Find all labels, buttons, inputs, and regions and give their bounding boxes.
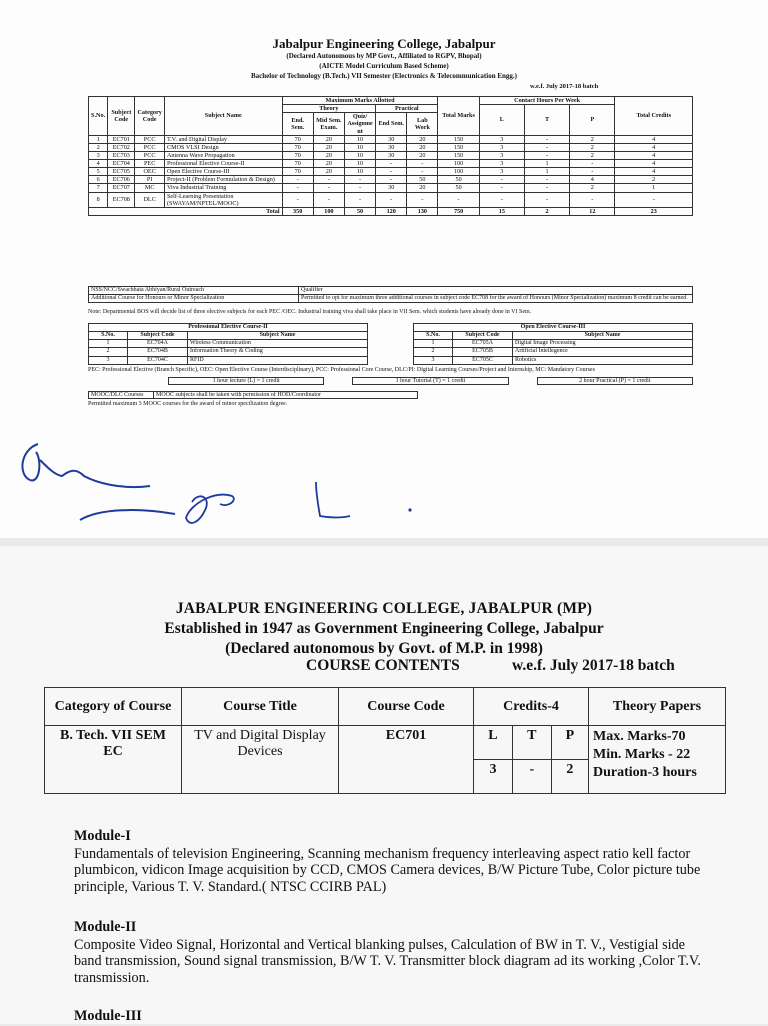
mooc-value: MOOC subjects shall be taken with permission of HOD/Coordinator [154,391,418,398]
pec-th-name: Subject Name [188,331,368,339]
min-marks: Min. Marks - 22 [593,747,691,762]
scheme-cell: OEC [135,168,165,176]
scheme-cell: 3 [479,143,524,151]
pec-cell: 2 [89,348,128,356]
theory-paper-details [589,726,726,794]
scheme-cell: 3 [479,135,524,143]
scheme-cell: Viva Industrial Training [164,184,282,192]
scheme-cell: - [376,176,407,184]
elective-tables [88,323,693,365]
th-l: L [479,105,524,136]
scheme-cell: 100 [438,168,479,176]
scheme-cell: 20 [407,184,438,192]
scheme-cell: 20 [407,135,438,143]
scheme-cell: CMOS VLSI Design [164,143,282,151]
total-label: Total [89,207,283,215]
pec-th-sno: S.No. [89,331,128,339]
scheme-cell: - [282,192,313,207]
scheme-cell: EC708 [108,192,135,207]
scheme-row [89,176,693,184]
scheme-cell: - [524,135,569,143]
oec-cell: EC705A [453,340,513,348]
page2-title: JABALPUR ENGINEERING COLLEGE, JABALPUR (MP) [175,600,593,617]
th-quiz: Quiz/ Assignme nt [344,113,375,135]
scheme-cell: 6 [89,176,108,184]
scheme-cell: 70 [282,135,313,143]
module-1-text: Fundamentals of television Engineering, Scanning mechanism frequency interleaving aspect ratio kell factor plumbicon, vidicon Image acquisition by CCD, CMOS Camera devices, B/W Picture Tube, Color picture tube principle, Various T. V. Standard.( NTSC CCIRB PAL) [74,845,701,895]
scheme-cell: 4 [615,135,693,143]
scheme-cell: PI [135,176,165,184]
scheme-cell: - [376,160,407,168]
scheme-total-row [89,207,693,215]
scheme-cell: - [407,192,438,207]
ltp-value-p: 2 [551,760,588,794]
scheme-cell: 3 [479,151,524,159]
module-1 [74,828,714,895]
scheme-cell: - [407,160,438,168]
scheme-cell: 4 [615,168,693,176]
signature-2 [80,510,175,520]
scheme-cell: - [479,176,524,184]
scheme-cell: - [313,176,344,184]
oec-cell: EC705C [453,356,513,364]
scheme-cell: 1 [615,184,693,192]
module-3 [74,1008,714,1026]
scheme-cell: - [524,176,569,184]
course-info-table [44,687,726,794]
wef-label: w.e.f. July 2017-18 batch [530,83,599,90]
total-cell: 100 [313,207,344,215]
th-theory: Theory [282,105,376,113]
signature-4 [316,482,350,518]
scheme-cell: - [524,192,569,207]
honours-label: Additional Course for Honours or Minor Specialization [89,294,299,302]
oec-title: Open Elective Course-III [414,323,693,331]
course-contents-label: COURSE CONTENTS [306,657,460,674]
oec-cell: 1 [414,340,453,348]
th-sno: S.No. [89,97,108,136]
scheme-cell: - [524,151,569,159]
scheme-cell: Antenna Wave Propagation [164,151,282,159]
total-cell: 750 [438,207,479,215]
ltp-value-t: - [512,760,551,794]
scheme-cell: 10 [344,135,375,143]
scheme-cell: 4 [615,143,693,151]
max-marks: Max. Marks-70 [593,729,686,744]
module-2-title: Module-II [74,919,137,935]
scheme-cell: 150 [438,151,479,159]
total-cell: 120 [376,207,407,215]
scheme-cell: 2 [615,176,693,184]
scheme-cell: EC701 [108,135,135,143]
th-theory-papers: Theory Papers [589,688,726,726]
scheme-cell: 4 [615,151,693,159]
scheme-cell: EC707 [108,184,135,192]
scheme-cell: - [479,192,524,207]
th-total-credits: Total Credits [615,97,693,136]
extra-rows-table [88,286,693,303]
scheme-cell: PCC [135,151,165,159]
scheme-cell: 10 [344,168,375,176]
module-2-text: Composite Video Signal, Horizontal and Vertical blanking pulses, Calculation of BW in T. V., Vestigial side band transmission, Sound signal transmission, B/W T. V. Transmitter block diagram ad its working ,Color T.V. transmission. [74,936,701,986]
th-course-title: Course Title [182,688,339,726]
scheme-cell: EC706 [108,176,135,184]
ltp-label-t: T [512,726,551,760]
scheme-cell: T.V. and Digital Display [164,135,282,143]
scheme-cell: 20 [313,151,344,159]
th-mid-sem: Mid Sem. Exam. [313,113,344,135]
scheme-row [89,184,693,192]
oec-th-name: Subject Name [513,331,693,339]
scheme-cell: EC704 [108,160,135,168]
affiliation-line: (Declared Autonomous by MP Govt., Affiliated to RGPV, Bhopal) [286,52,482,60]
th-end-sem: End. Sem. [282,113,313,135]
oec-cell: Robotics [513,356,693,364]
scheme-cell: - [376,168,407,176]
scheme-cell: 70 [282,168,313,176]
page2-autonomous: (Declared autonomous by Govt. of M.P. in 1998) [225,640,543,657]
course-category: B. Tech. VII SEM EC [45,726,182,794]
oec-row [414,340,693,348]
scheme-cell: 20 [313,168,344,176]
below-table-area [88,286,693,407]
scheme-row [89,192,693,207]
scheme-cell: - [313,184,344,192]
signature-1 [22,444,150,487]
scheme-cell: 5 [89,168,108,176]
honours-value: Permitted to opt for maximum three additional courses in subject code EC708 for the award of Honours (Minor Specialization) maximum 8 credit can be earned. [299,294,693,302]
scheme-cell: 1 [524,168,569,176]
scheme-cell: 150 [438,143,479,151]
page2-wef: w.e.f. July 2017-18 batch [512,657,675,674]
program-line: Bachelor of Technology (B.Tech.) VII Semester (Electronics & Telecommunication Engg.) [251,72,517,80]
scheme-cell: 30 [376,151,407,159]
scheme-cell: PEC [135,160,165,168]
th-max-marks: Maximum Marks Allotted [282,97,438,105]
credit-rules [168,377,693,385]
scheme-cell: 20 [407,143,438,151]
th-subject-code: Subject Code [108,97,135,136]
scheme-cell: 3 [479,168,524,176]
th-total-marks: Total Marks [438,97,479,136]
scheme-cell: - [570,192,615,207]
scheme-cell: 4 [89,160,108,168]
th-end-sem-practical: End Sem. [376,113,407,135]
scheme-cell: MC [135,184,165,192]
scheme-cell: - [407,168,438,176]
scheme-cell: - [524,184,569,192]
th-credits: Credits-4 [474,688,589,726]
course-title: TV and Digital Display Devices [182,726,339,794]
note-text: Note: Departmental BOS will decide list of three elective subjects for each PEC /OEC. Industrial training viva shall take place in VII Sem. which students have already done in VI Sem. [88,308,532,315]
scheme-cell: EC702 [108,143,135,151]
college-title: Jabalpur Engineering College, Jabalpur [272,36,496,51]
scheme-cell: 30 [376,184,407,192]
scheme-cell: 20 [407,151,438,159]
scheme-cell: 50 [438,176,479,184]
th-category-code: Category Code [135,97,165,136]
abbreviation-legend: PEC: Professional Elective (Branch Specific), OEC: Open Elective Course (Interdisciplinary), PCC: Professional Core Course, DLC/PI: Digital Learning Courses/Project and Internship, MC: Mandatory Courses [88,366,595,373]
credit-practical: 2 hour Practical (P) = 1 credit [537,377,693,385]
pec-row [89,348,368,356]
scheme-cell: 100 [438,160,479,168]
scheme-cell: - [344,192,375,207]
scheme-row [89,135,693,143]
th-lab-work: Lab Work [407,113,438,135]
th-t: T [524,105,569,136]
total-cell: 350 [282,207,313,215]
pec-row [89,340,368,348]
credit-tutorial: 1 hour Tutorial (T) = 1 credit [352,377,508,385]
th-category-of-course: Category of Course [45,688,182,726]
mooc-note: Permitted maximum 3 MOOC courses for the award of minor specilization degree. [88,400,288,407]
module-3-title: Module-III [74,1008,142,1024]
scheme-cell: 70 [282,160,313,168]
scheme-cell: 8 [89,192,108,207]
scheme-cell: Self-Learning Presentation (SWAYAM/NPTEL/MOOC) [164,192,282,207]
scheme-cell: 1 [89,135,108,143]
oec-row [414,356,693,364]
oec-cell: EC705B [453,348,513,356]
pec-cell: 1 [89,340,128,348]
ltp-label-l: L [474,726,513,760]
oec-th-code: Subject Code [453,331,513,339]
page2-established: Established in 1947 as Government Engineering College, Jabalpur [164,620,604,637]
total-cell: 12 [570,207,615,215]
scheme-cell: - [438,192,479,207]
duration: Duration-3 hours [593,765,697,780]
signatures [0,430,768,535]
scheme-cell: 3 [89,151,108,159]
scheme-cell: DLC [135,192,165,207]
pec-cell: Information Theory & Coding [188,348,368,356]
scheme-cell: 70 [282,143,313,151]
scheme-cell: - [570,160,615,168]
scheme-cell: - [344,184,375,192]
scheme-cell: - [376,192,407,207]
signature-dot [408,508,411,511]
scheme-cell: 10 [344,151,375,159]
ltp-label-p: P [551,726,588,760]
scheme-cell: 10 [344,160,375,168]
scheme-cell: - [313,192,344,207]
scheme-cell: 70 [282,151,313,159]
total-cell: 23 [615,207,693,215]
scheme-row [89,143,693,151]
scheme-cell: 20 [313,143,344,151]
scheme-cell: 2 [570,184,615,192]
scheme-cell: - [344,176,375,184]
ltp-value-l: 3 [474,760,513,794]
course-code: EC701 [339,726,474,794]
nss-value: Qualifier [299,287,693,295]
scheme-cell: 2 [570,143,615,151]
mooc-label: MOOC/DLC Courses [89,391,154,398]
scheme-cell: 3 [479,160,524,168]
scheme-cell: 4 [615,160,693,168]
total-cell: 2 [524,207,569,215]
scheme-cell: PCC [135,135,165,143]
scheme-row [89,151,693,159]
pec-cell: EC704A [128,340,188,348]
pec-th-code: Subject Code [128,331,188,339]
scheme-line: (AICTE Model Curriculum Based Scheme) [319,62,449,70]
total-cell: 50 [344,207,375,215]
pec-cell: EC704B [128,348,188,356]
scheme-cell: - [524,143,569,151]
scheme-cell: - [282,176,313,184]
nss-label: NSS/NCC/Swachhata Abhiyan/Rural Outreach [89,287,299,295]
oec-cell: Artificial Intellegence [513,348,693,356]
scheme-cell: 20 [313,135,344,143]
oec-th-sno: S.No. [414,331,453,339]
scheme-cell: EC703 [108,151,135,159]
scheme-cell: 50 [407,176,438,184]
pec-title: Professional Elective Course-II [89,323,368,331]
scheme-cell: Professional Elective Course-II [164,160,282,168]
oec-cell: 2 [414,348,453,356]
th-contact-hours: Contact Hours Per Week [479,97,615,105]
module-1-title: Module-I [74,828,131,844]
total-cell: 130 [407,207,438,215]
scheme-row [89,160,693,168]
scheme-cell: 1 [524,160,569,168]
scheme-cell: - [615,192,693,207]
oec-row [414,348,693,356]
pec-cell: RFID [188,356,368,364]
scheme-cell: - [479,184,524,192]
scheme-row [89,168,693,176]
scheme-cell: 2 [570,135,615,143]
scheme-cell: 20 [313,160,344,168]
scheme-cell: - [282,184,313,192]
scheme-cell: EC705 [108,168,135,176]
scheme-cell: 30 [376,135,407,143]
scheme-cell: 2 [570,151,615,159]
total-cell: 15 [479,207,524,215]
pec-cell: 3 [89,356,128,364]
scheme-cell: - [570,168,615,176]
pec-row [89,356,368,364]
scheme-cell: 30 [376,143,407,151]
scheme-table [88,96,693,216]
th-course-code: Course Code [339,688,474,726]
scheme-cell: Open Elective Course-III [164,168,282,176]
pec-cell: Wireless Communication [188,340,368,348]
oec-cell: 3 [414,356,453,364]
module-2 [74,919,714,986]
th-subject-name: Subject Name [164,97,282,136]
signature-3 [186,495,234,523]
th-p: P [570,105,615,136]
scheme-cell: 7 [89,184,108,192]
pec-table [88,323,368,365]
scheme-cell: PCC [135,143,165,151]
oec-table [413,323,693,365]
scheme-cell: 50 [438,184,479,192]
scheme-cell: 150 [438,135,479,143]
th-practical: Practical [376,105,438,113]
mooc-table [88,391,418,399]
pec-cell: EC704C [128,356,188,364]
scheme-cell: 10 [344,143,375,151]
scheme-cell: Project-II (Problem Formulation & Design) [164,176,282,184]
oec-cell: Digital Image Processing [513,340,693,348]
credit-lecture: 1 hour lecture (L) = 1 credit [168,377,324,385]
scheme-cell: 2 [89,143,108,151]
scheme-cell: 4 [570,176,615,184]
